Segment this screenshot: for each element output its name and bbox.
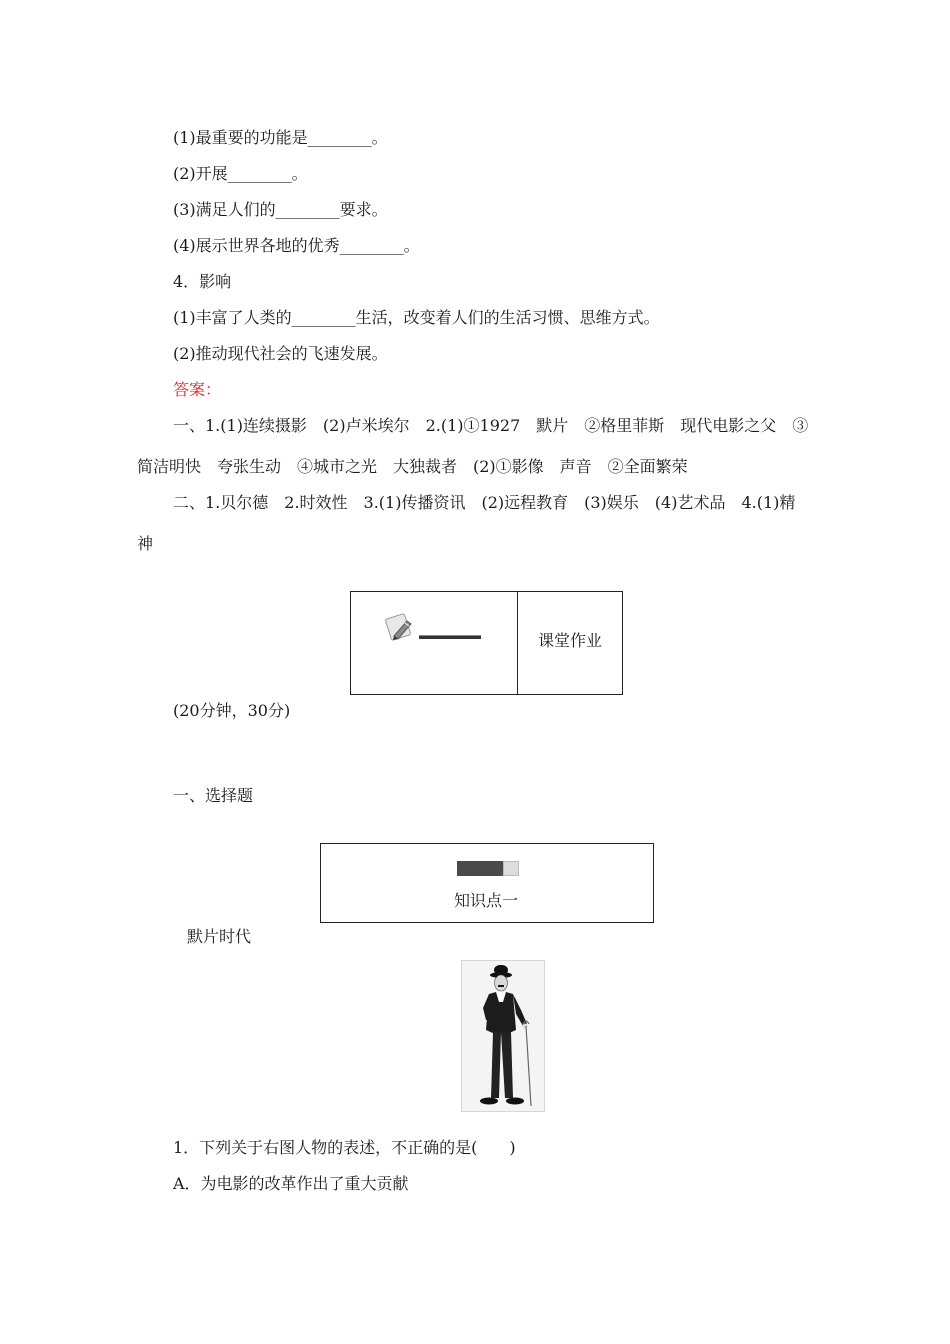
answer-part1-line2: 简洁明快 夸张生动 ④城市之光 大独裁者 (2)①影像 声音 ②全面繁荣 bbox=[137, 457, 688, 476]
knowledge-label: 知识点一 bbox=[454, 891, 519, 910]
topic-title: 默片时代 bbox=[187, 927, 252, 946]
blank-line-5: (1)丰富了人类的________生活，改变着人们的生活习惯、思维方式。 bbox=[173, 308, 660, 327]
blank-line-3: (3)满足人们的________要求。 bbox=[173, 200, 388, 219]
blank-line-4: (4)展示世界各地的优秀________。 bbox=[173, 236, 420, 255]
section-heading-influence: 4．影响 bbox=[173, 272, 232, 291]
blank-line-2: (2)开展________。 bbox=[173, 164, 308, 183]
option-a: A．为电影的改革作出了重大贡献 bbox=[173, 1174, 409, 1193]
knowledge-tag bbox=[457, 861, 519, 876]
answer-part2-line2: 神 bbox=[137, 534, 154, 553]
question-1: 1．下列关于右图人物的表述，不正确的是( ) bbox=[173, 1138, 516, 1157]
header-bar bbox=[419, 635, 481, 639]
homework-label: 课堂作业 bbox=[538, 631, 603, 650]
answer-part1-line1: 一、1.(1)连续摄影 (2)卢米埃尔 2.(1)①1927 默片 ②格里菲斯 现代电影之父 ③ bbox=[173, 416, 809, 435]
charlie-chaplin-photo bbox=[461, 960, 545, 1112]
box-divider bbox=[517, 592, 518, 694]
pen-icon bbox=[385, 612, 417, 644]
time-score: (20分钟，30分) bbox=[173, 701, 291, 720]
section-multiple-choice: 一、选择题 bbox=[173, 786, 254, 805]
answer-part2-line1: 二、1.贝尔德 2.时效性 3.(1)传播资讯 (2)远程教育 (3)娱乐 (4)艺术品 4.(1)精 bbox=[173, 493, 796, 512]
text-line-6: (2)推动现代社会的飞速发展。 bbox=[173, 344, 388, 363]
blank-line-1: (1)最重要的功能是________。 bbox=[173, 128, 388, 147]
knowledge-point-box bbox=[320, 843, 654, 923]
homework-header-box bbox=[350, 591, 623, 695]
answer-label: 答案： bbox=[173, 380, 222, 399]
